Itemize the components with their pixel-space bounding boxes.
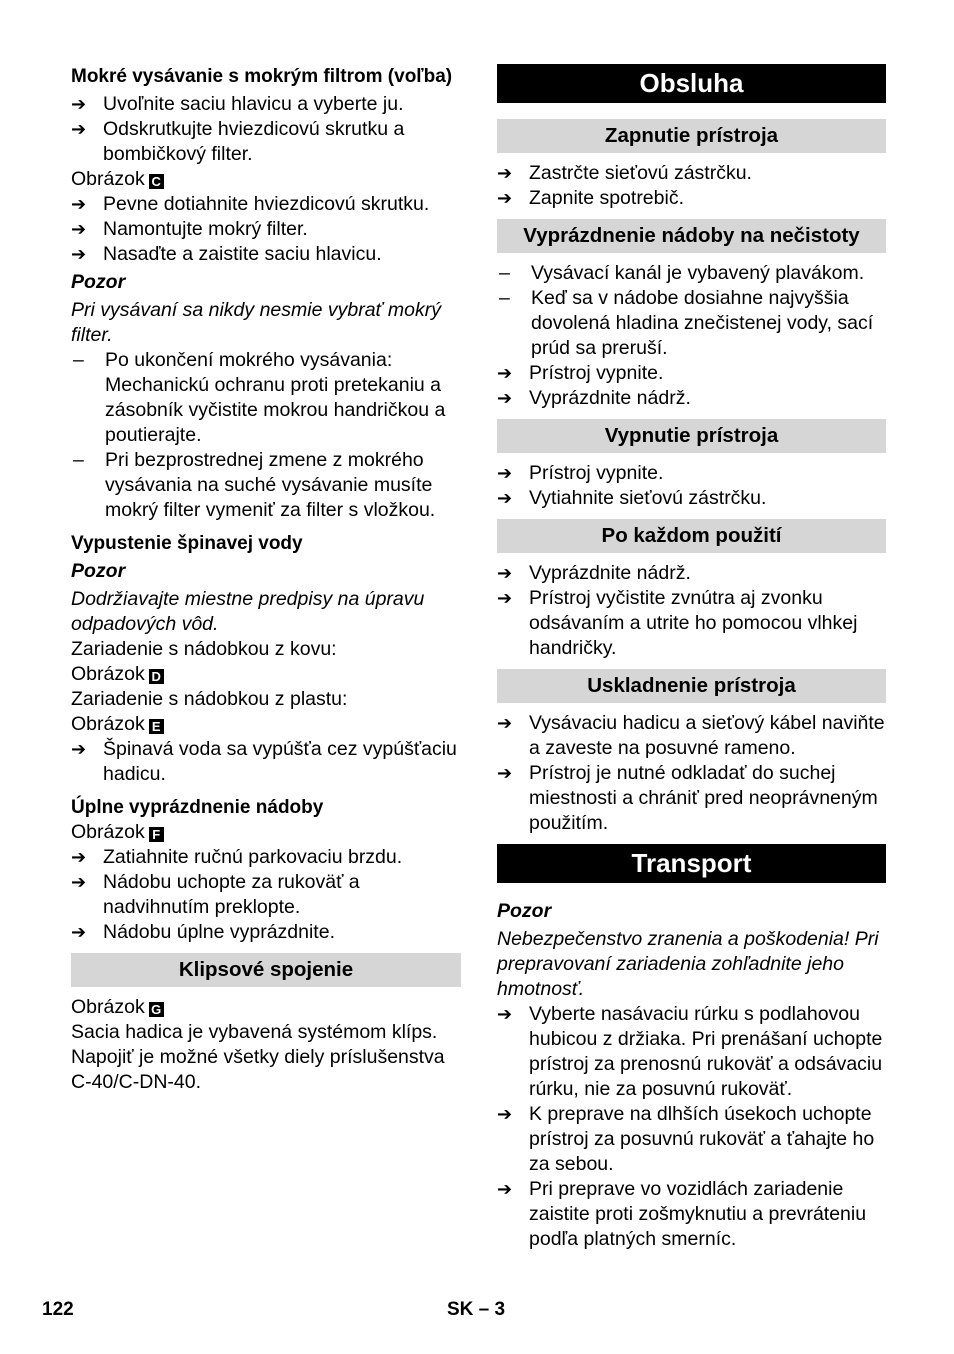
- operation-heading: Obsluha: [497, 64, 886, 103]
- note-item: [497, 261, 886, 286]
- arrow-right-icon: ➔: [71, 119, 87, 139]
- item-text: Odskrutkujte hviezdicovú skrutku a bombičkový filter.: [103, 118, 405, 165]
- empty-heading: Úplne vyprázdnenie nádoby: [71, 797, 324, 818]
- figure-ref-e: Obrázok E: [71, 712, 461, 737]
- after-use-bar: Po každom použití: [497, 519, 886, 553]
- caution-text-2: Dodržiavajte miestne predpisy na úpravu odpadových vôd.: [71, 588, 425, 635]
- empty-dirt-bar: Vyprázdnenie nádoby na nečistoty: [497, 219, 886, 253]
- note-item: [71, 348, 461, 448]
- step-item: [497, 586, 886, 661]
- figure-ref-g: Obrázok G: [71, 995, 461, 1020]
- item-text: Zastrčte sieťovú zástrčku.: [529, 162, 752, 184]
- left-column: [71, 64, 461, 1095]
- item-text: Pri bezprostrednej zmene z mokrého vysávania na suché vysávanie musíte mokrý filter vymeniť za filter s vložkou.: [105, 449, 436, 521]
- after-use-steps: [497, 561, 886, 661]
- page-number: 122: [42, 1299, 74, 1320]
- plastic-container-text: Zariadenie s nádobkou z plastu:: [71, 688, 348, 710]
- note-item: [497, 286, 886, 361]
- arrow-right-icon: ➔: [497, 388, 513, 408]
- step-item: [497, 486, 886, 511]
- item-text: Keď sa v nádobe dosiahne najvyššia dovolená hladina znečistenej vody, sací prúd sa preruší.: [531, 287, 874, 359]
- item-text: Zapnite spotrebič.: [529, 187, 685, 209]
- wet-notes: [71, 348, 461, 523]
- step-item: [497, 711, 886, 761]
- step-item: [497, 386, 886, 411]
- metal-container-text: Zariadenie s nádobkou z kovu:: [71, 638, 337, 660]
- arrow-right-icon: ➔: [71, 739, 87, 759]
- item-text: Po ukončení mokrého vysávania: Mechanickú ochranu proti pretekaniu a zásobník vyčistite mokrou handričkou a poutierajte.: [105, 349, 446, 446]
- figure-ref-f: Obrázok F: [71, 820, 461, 845]
- step-item: [71, 920, 461, 945]
- item-text: Vyprázdnite nádrž.: [529, 562, 691, 584]
- dirt-notes: [497, 261, 886, 361]
- transport-caution-label: Pozor: [497, 900, 552, 922]
- item-text: Prístroj vyčistite zvnútra aj zvonku odsávaním a utrite ho pomocou vlhkej handričky.: [529, 587, 858, 659]
- arrow-right-icon: ➔: [497, 488, 513, 508]
- step-item: [71, 92, 461, 117]
- dash-bullet-icon: –: [499, 262, 510, 284]
- arrow-right-icon: ➔: [71, 194, 87, 214]
- note-item: [71, 448, 461, 523]
- item-text: Vysávaciu hadicu a sieťový kábel naviňte a zaveste na posuvné rameno.: [529, 712, 885, 759]
- arrow-right-icon: ➔: [71, 847, 87, 867]
- figure-ref-c: Obrázok C: [71, 167, 461, 192]
- arrow-right-icon: ➔: [497, 363, 513, 383]
- step-item: [71, 845, 461, 870]
- clip-text: Sacia hadica je vybavená systémom klíps. Napojiť je možné všetky diely príslušenstva C-40/C-DN-40.: [71, 1021, 445, 1093]
- arrow-right-icon: ➔: [497, 1104, 513, 1124]
- arrow-right-icon: ➔: [497, 188, 513, 208]
- step-item: [497, 461, 886, 486]
- item-text: Pri preprave vo vozidlách zariadenie zaistite proti zošmyknutiu a prevráteniu podľa platných smerníc.: [529, 1178, 867, 1250]
- caution-label: Pozor: [71, 271, 126, 293]
- clip-section-bar: Klipsové spojenie: [71, 953, 461, 987]
- empty-steps: [71, 845, 461, 945]
- arrow-right-icon: ➔: [71, 94, 87, 114]
- figure-ref-d: Obrázok D: [71, 662, 461, 687]
- drain-steps: [71, 737, 461, 787]
- item-text: Vyprázdnite nádrž.: [529, 387, 691, 409]
- arrow-right-icon: ➔: [497, 713, 513, 733]
- step-item: [71, 217, 461, 242]
- step-item: [71, 192, 461, 217]
- arrow-right-icon: ➔: [71, 922, 87, 942]
- dash-bullet-icon: –: [499, 287, 510, 309]
- transport-heading: Transport: [497, 844, 886, 883]
- step-item: [497, 561, 886, 586]
- item-text: Zatiahnite ručnú parkovaciu brzdu.: [103, 846, 403, 868]
- dash-bullet-icon: –: [73, 449, 84, 471]
- step-item: [497, 1177, 886, 1252]
- item-text: Nádobu úplne vyprázdnite.: [103, 921, 335, 943]
- item-text: Špinavá voda sa vypúšťa cez vypúšťaciu hadicu.: [103, 738, 457, 785]
- storage-bar: Uskladnenie prístroja: [497, 669, 886, 703]
- language-page-label: SK – 3: [447, 1299, 506, 1320]
- arrow-right-icon: ➔: [71, 219, 87, 239]
- item-text: Nasaďte a zaistite saciu hlavicu.: [103, 243, 382, 265]
- arrow-right-icon: ➔: [71, 872, 87, 892]
- step-item: [497, 1002, 886, 1102]
- step-item: [497, 1102, 886, 1177]
- item-text: Namontujte mokrý filter.: [103, 218, 308, 240]
- step-item: [71, 870, 461, 920]
- transport-steps: [497, 1002, 886, 1252]
- drain-heading: Vypustenie špinavej vody: [71, 533, 303, 554]
- figure-letter-c: C: [149, 174, 164, 189]
- step-item: [71, 737, 461, 787]
- item-text: Prístroj vypnite.: [529, 462, 664, 484]
- item-text: Vysávací kanál je vybavený plavákom.: [531, 262, 865, 284]
- item-text: Prístroj vypnite.: [529, 362, 664, 384]
- item-text: Pevne dotiahnite hviezdicovú skrutku.: [103, 193, 430, 215]
- wet-steps-a: [71, 92, 461, 167]
- dirt-steps: [497, 361, 886, 411]
- caution-label-2: Pozor: [71, 560, 126, 582]
- wet-steps-b: [71, 192, 461, 267]
- switch-on-steps: [497, 161, 886, 211]
- step-item: [497, 161, 886, 186]
- arrow-right-icon: ➔: [497, 1179, 513, 1199]
- caution-text: Pri vysávaní sa nikdy nesmie vybrať mokrý filter.: [71, 299, 441, 346]
- switch-off-steps: [497, 461, 886, 511]
- step-item: [497, 186, 886, 211]
- figure-letter-f: F: [149, 827, 164, 842]
- arrow-right-icon: ➔: [497, 463, 513, 483]
- step-item: [497, 361, 886, 386]
- wet-vacuum-heading: Mokré vysávanie s mokrým filtrom (voľba): [71, 66, 453, 87]
- arrow-right-icon: ➔: [497, 563, 513, 583]
- arrow-right-icon: ➔: [497, 588, 513, 608]
- item-text: Vytiahnite sieťovú zástrčku.: [529, 487, 767, 509]
- arrow-right-icon: ➔: [497, 1004, 513, 1024]
- arrow-right-icon: ➔: [497, 163, 513, 183]
- storage-steps: [497, 711, 886, 836]
- switch-on-bar: Zapnutie prístroja: [497, 119, 886, 153]
- step-item: [497, 761, 886, 836]
- step-item: [71, 242, 461, 267]
- step-item: [71, 117, 461, 167]
- figure-letter-g: G: [149, 1002, 164, 1017]
- figure-letter-e: E: [149, 719, 164, 734]
- switch-off-bar: Vypnutie prístroja: [497, 419, 886, 453]
- item-text: Prístroj je nutné odkladať do suchej miestnosti a chrániť pred neoprávneným použitím.: [529, 762, 878, 834]
- figure-letter-d: D: [149, 669, 164, 684]
- arrow-right-icon: ➔: [71, 244, 87, 264]
- item-text: Vyberte nasávaciu rúrku s podlahovou hubicou z držiaka. Pri prenášaní uchopte prístroj za prenosnú rukoväť a odsávaciu rúrku, nie za posuvnú rukoväť.: [529, 1003, 883, 1100]
- dash-bullet-icon: –: [73, 349, 84, 371]
- arrow-right-icon: ➔: [497, 763, 513, 783]
- right-column: [497, 64, 886, 1252]
- item-text: K preprave na dlhších úsekoch uchopte prístroj za posuvnú rukoväť a ťahajte ho za sebou.: [529, 1103, 875, 1175]
- item-text: Uvoľnite saciu hlavicu a vyberte ju.: [103, 93, 404, 115]
- transport-caution-text: Nebezpečenstvo zranenia a poškodenia! Pri prepravovaní zariadenia zohľadnite jeho hmotnosť.: [497, 928, 879, 1000]
- item-text: Nádobu uchopte za rukoväť a nadvihnutím preklopte.: [103, 871, 360, 918]
